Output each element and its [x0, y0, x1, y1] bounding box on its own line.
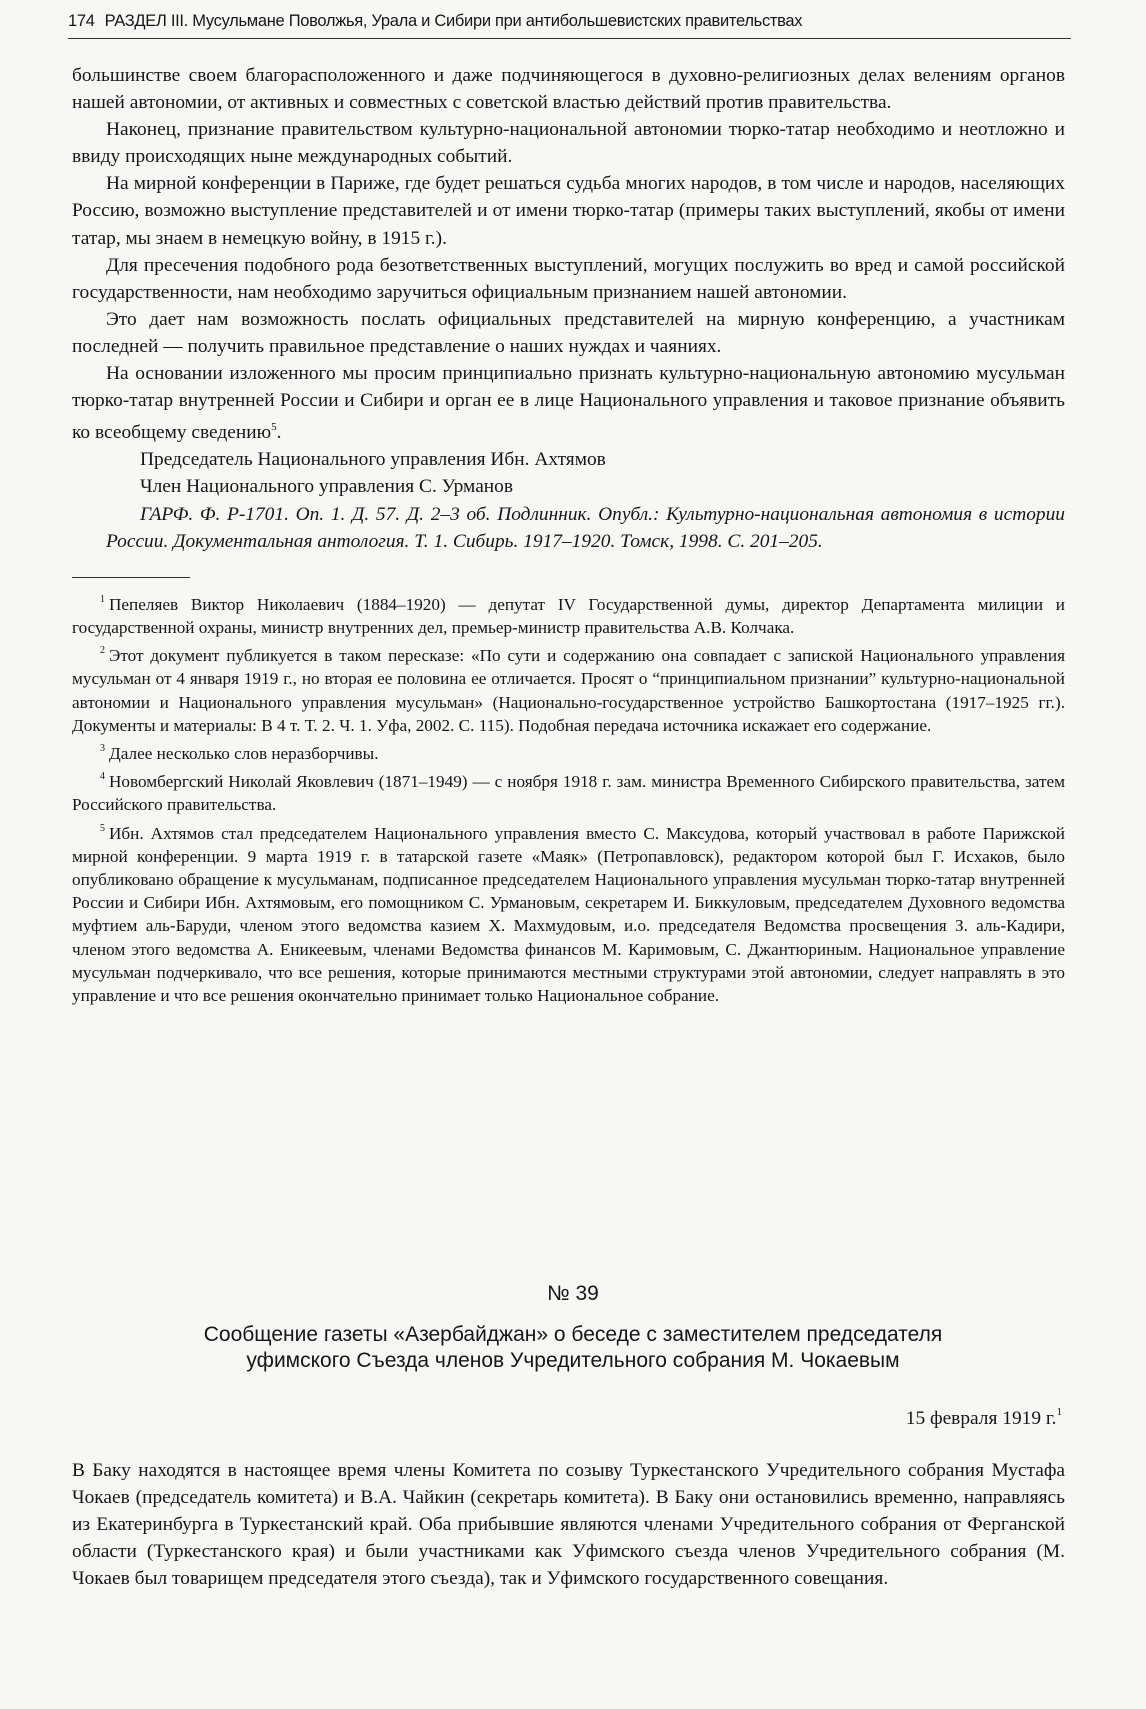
footnote-text: Новомбергский Николай Яковлевич (1871–1949) — с ноября 1918 г. зам. министра Временного Сибирского правительства, затем Российского правительства. [72, 772, 1065, 815]
document-title-line: Сообщение газеты «Азербайджан» о беседе с заместителем председателя [203, 1323, 943, 1346]
footnote-number: 5 [100, 822, 105, 834]
page-number: 174 [68, 12, 95, 30]
body-paragraph: Это дает нам возможность послать официальных представителей на мирную конференцию, а участникам последней — получить правильное представление о наших нуждах и чаяниях. [72, 308, 1065, 357]
footnote-ref: 1 [1056, 1406, 1062, 1418]
footnote-text: Далее несколько слов неразборчивы. [109, 743, 379, 763]
document-title-line: уфимского Съезда членов Учредительного собрания М. Чокаевым [246, 1349, 900, 1372]
footnote-text: Ибн. Ахтямов стал председателем Национального управления вместо С. Максудова, который участвовал в работе Парижской мирной конференции. 9 марта 1919 г. в татарской газете «Маяк» (Петропавловск), редактором которой был Г. Исхаков, было опубликовано обращение к мусульманам, подписанное председателем Национального управления мусульман тюрко-татар внутренней России и Сибири Ибн. Ахтямовым, его помощником С. Урмановым, секретарем И. Биккуловым, председателем Духовного ведомства муфтием аль-Баруди, членом этого ведомства казием Х. Махмудовым, и.о. председателя Ведомства просвещения З. аль-Кадири, членом этого ведомства А. Еникеевым, членами Ведомства финансов М. Каримовым, С. Джантюриным. Национальное управление мусульман подчеркивало, что все решения, которые принимаются местными структурами этой автономии, следует направлять в это управление и что все решения окончательно принимает только Национальное собрание. [72, 823, 1065, 1005]
footnotes [72, 588, 1065, 1007]
document-date [906, 1406, 1062, 1430]
footnote-text: Этот документ публикуется в таком пересказе: «По сути и содержанию она совпадает с запиской Национального управления мусульман от 4 января 1919 г., но вторая ее половина ее отличается. Просят о “принципиальном признании” культурно-национальной автономии и Национального управления мусульман» (Национально-государственное устройство Башкортостана (1917–1925 гг.). Документы и материалы: В 4 т. Т. 2. Ч. 1. Уфа, 2002. С. 115). Подобная передача источника искажает его содержание. [72, 646, 1065, 735]
footnote [72, 737, 1065, 765]
footnote-rule [72, 577, 190, 578]
footnote-number: 4 [100, 771, 105, 783]
document-text [72, 1458, 1065, 1593]
footnote [72, 639, 1065, 737]
running-title: РАЗДЕЛ III. Мусульмане Поволжья, Урала и Сибири при антибольшевистских правительствах [104, 12, 803, 30]
document-date-text: 15 февраля 1919 г. [905, 1408, 1057, 1429]
final-paragraph-text: На основании изложенного мы просим принципиально признать культурно-национальную автономию мусульман тюрко-татар внутренней России и Сибири и орган ее в лице Национального управления и таковое признание объявить ко всеобщему сведению [72, 363, 1065, 444]
footnote-number: 3 [100, 742, 105, 754]
footnote [72, 765, 1065, 816]
source-rest: Культурно-национальная автономия в истории России. Документальная антология. Т. 1. Сибирь. 1917–1920. Томск, 1998. С. 201–205. [106, 503, 1065, 552]
final-paragraph-end: . [276, 422, 282, 444]
footnote-number: 2 [100, 645, 105, 657]
body-paragraph: Наконец, признание правительством культурно-национальной автономии тюрко-татар необходимо и неотложно и ввиду происходящих ныне международных событий. [72, 119, 1065, 168]
footnote-ref: 5 [271, 421, 277, 434]
archival-source [72, 501, 1065, 555]
body-paragraph: На мирной конференции в Париже, где будет решаться судьба многих народов, в том числе и народов, населяющих Россию, возможно выступление представителей и от имени тюрко-татар (примеры таких выступлений, якобы от имени татар, мы знаем в немецкую войну, в 1915 г.). [72, 173, 1065, 249]
document-continuation [72, 62, 1065, 1007]
source-prefix: ГАРФ. Ф. Р-1701. Оп. 1. Д. 57. Д. 2–3 об. Подлинник. Опубл.: [140, 503, 660, 525]
header-rule [68, 38, 1071, 39]
document-paragraph: В Баку находятся в настоящее время члены Комитета по созыву Туркестанского Учредительного собрания Мустафа Чокаев (председатель комитета) и В.А. Чайкин (секретарь комитета). В Баку они остановились временно, направляясь из Екатеринбурга в Туркестанский край. Оба прибывшие являются членами Учредительного собрания от Ферганской области (Туркестанского края) и были участниками как Уфимского съезда членов Учредительного собрания (М. Чокаев был товарищем председателя этого съезда), так и Уфимского государственного совещания. [72, 1460, 1065, 1589]
footnote-number: 1 [100, 593, 105, 605]
footnote [72, 588, 1065, 639]
running-header [68, 12, 1068, 31]
body-paragraph-final [72, 360, 1065, 446]
body-paragraph: большинстве своем благорасположенного и даже подчиняющегося в духовно-религиозных делах велениям органов нашей автономии, от активных и совместных с советской властью действий против правительства. [72, 65, 1065, 114]
footnote [72, 817, 1065, 1008]
document-title [90, 1322, 1056, 1374]
document-number: № 39 [547, 1282, 599, 1305]
body-paragraph: Для пресечения подобного рода безответственных выступлений, могущих послужить во вред и самой российской государственности, нам необходимо заручиться официальным признанием нашей автономии. [72, 254, 1065, 303]
footnote-text: Пепеляев Виктор Николаевич (1884–1920) — депутат IV Государственной думы, директор Департамента милиции и государственной охраны, министр внутренних дел, премьер-министр правительства А.В. Колчака. [72, 594, 1065, 637]
signature-chairman: Председатель Национального управления Ибн. Ахтямов [140, 449, 606, 471]
signature-member: Член Национального управления С. Урманов [140, 476, 514, 498]
